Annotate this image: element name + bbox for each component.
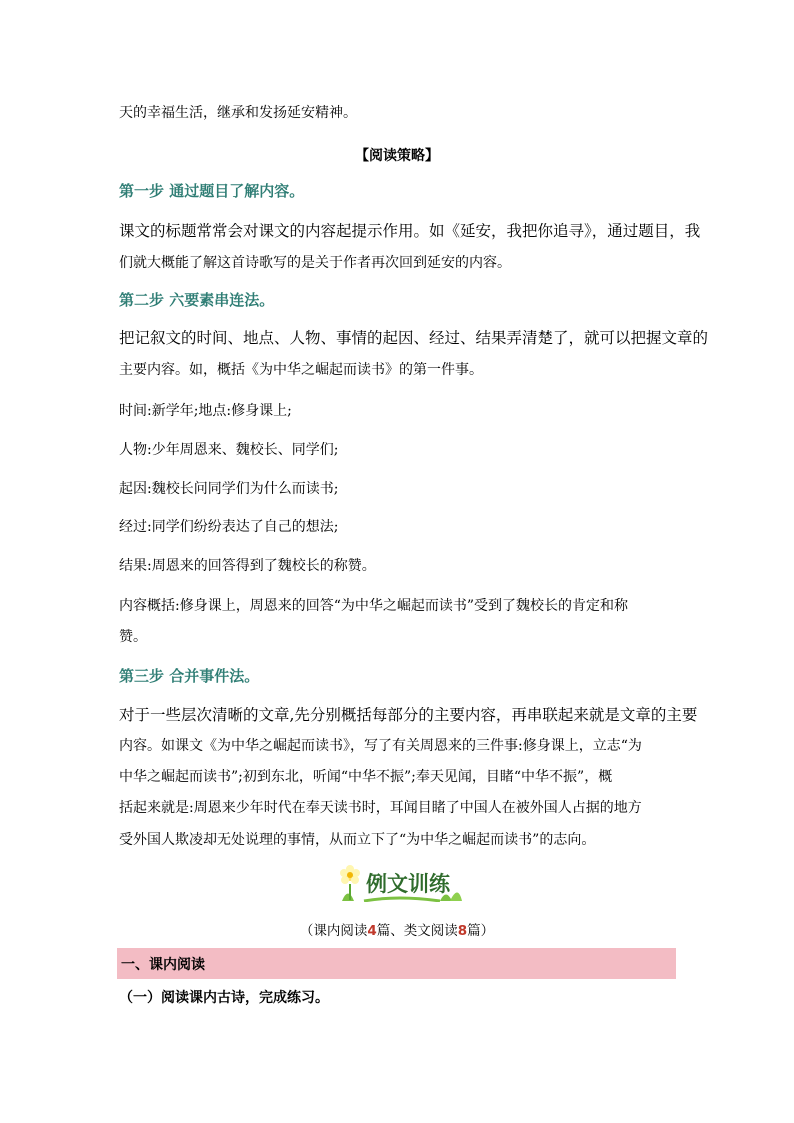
paragraph-line: 受外国人欺凌却无处说理的事情，从而立下了“为中华之崛起而读书”的志向。 [119, 832, 596, 848]
element-time-place: 时间:新学年;地点:修身课上; [119, 403, 292, 419]
paragraph-line: 课文的标题常常会对课文的内容起提示作用。如《延安，我把你追寻》，通过题目，我 [119, 222, 701, 240]
element-cause: 起因:魏校长问同学们为什么而读书; [119, 481, 339, 497]
section-band [117, 948, 676, 979]
paragraph-line: 主要内容。如，概括《为中华之崛起而读书》的第一件事。 [119, 362, 483, 378]
section-heading-strategy: 【阅读策略】 [355, 148, 439, 164]
count-mid: 篇、类文阅读 [376, 923, 458, 939]
count-similar: 8 [457, 923, 468, 939]
subsection-title: （一）阅读课内古诗，完成练习。 [119, 990, 329, 1006]
example-training-banner [328, 862, 466, 902]
count-suffix: 篇） [467, 923, 495, 939]
paragraph-line: 把记叙文的时间、地点、人物、事情的起因、经过、结果弄清楚了，就可以把握文章的 [119, 329, 709, 347]
element-people: 人物:少年周恩来、魏校长、同学们; [119, 442, 339, 458]
paragraph-line: 对于一些层次清晰的文章,先分别概括每部分的主要内容，再串联起来就是文章的主要 [119, 706, 698, 724]
paragraph-line: 中华之崛起而读书”;初到东北，听闻“中华不振”;奉天见闻，目睹“中华不振”，概 [119, 769, 613, 785]
element-process: 经过:同学们纷纷表达了自己的想法; [119, 519, 339, 535]
content-summary-line: 赞。 [119, 629, 147, 645]
element-result: 结果:周恩来的回答得到了魏校长的称赞。 [119, 558, 376, 574]
paragraph-line: 们就大概能了解这首诗歌写的是关于作者再次回到延安的内容。 [119, 255, 511, 271]
content-summary-line: 内容概括:修身课上，周恩来的回答“为中华之崛起而读书”受到了魏校长的肯定和称 [119, 598, 629, 614]
step1-heading: 第一步 通过题目了解内容。 [119, 182, 305, 200]
count-in-class: 4 [367, 923, 377, 939]
count-prefix: （课内阅读 [299, 923, 368, 939]
article-count-line [0, 919, 794, 939]
step3-heading: 第三步 合并事件法。 [119, 667, 260, 685]
paragraph-line: 内容。如课文《为中华之崛起而读书》，写了有关周恩来的三件事:修身课上，立志“为 [119, 738, 642, 754]
step2-heading: 第二步 六要素串连法。 [119, 291, 275, 309]
paragraph-line: 括起来就是:周恩来少年时代在奉天读书时，耳闻目睹了中国人在被外国人占据的地方 [119, 800, 642, 816]
paragraph-line: 天的幸福生活，继承和发扬延安精神。 [119, 105, 357, 121]
banner-title: 例文训练 [366, 872, 450, 896]
section-title: 一、课内阅读 [121, 957, 205, 973]
